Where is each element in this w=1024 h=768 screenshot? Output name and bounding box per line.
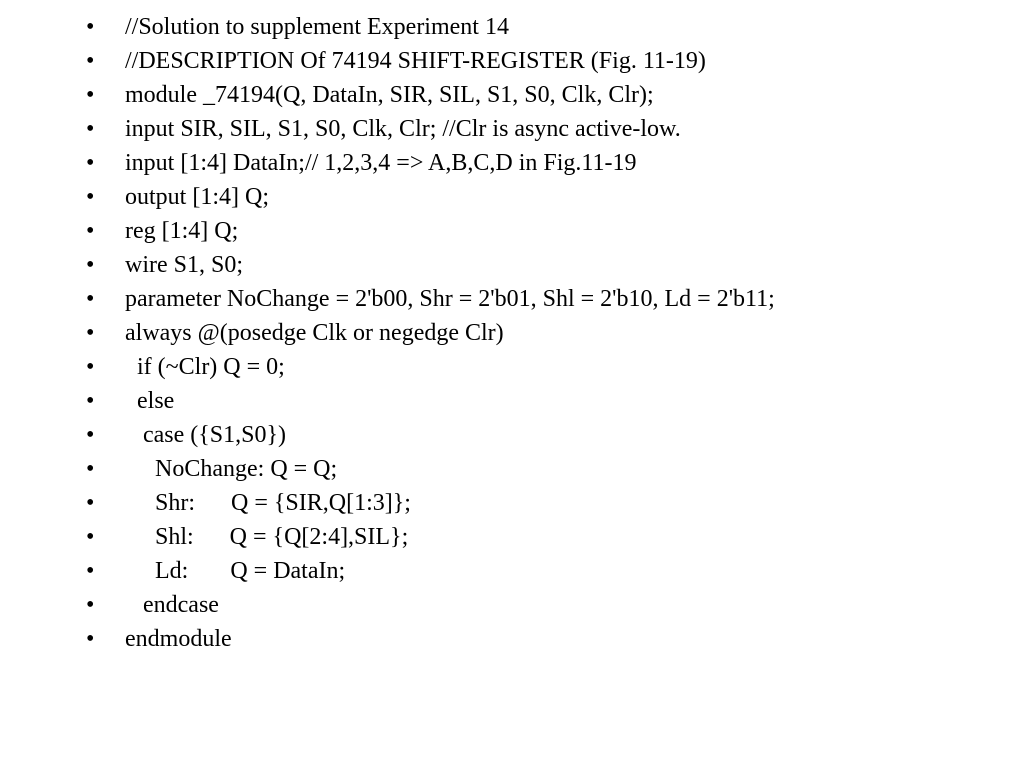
bullet-icon: •: [86, 184, 95, 210]
bullet-icon: •: [86, 286, 95, 312]
code-line-text: //DESCRIPTION Of 74194 SHIFT-REGISTER (Fig. 11-19): [125, 48, 706, 74]
bullet-icon: •: [86, 48, 95, 74]
code-line-text: wire S1, S0;: [125, 252, 244, 278]
code-line-text: always @(posedge Clk or negedge Clr): [125, 320, 504, 346]
bullet-icon: •: [86, 218, 95, 244]
code-line-text: case ({S1,S0}): [125, 422, 287, 448]
bullet-icon: •: [86, 626, 95, 652]
bullet-icon: •: [86, 354, 95, 380]
code-line-text: endcase: [125, 592, 219, 618]
bullet-icon: •: [86, 14, 95, 40]
code-line-text: module _74194(Q, DataIn, SIR, SIL, S1, S0, Clk, Clr);: [125, 82, 654, 108]
code-line-text: output [1:4] Q;: [125, 184, 269, 210]
code-line-text: reg [1:4] Q;: [125, 218, 239, 244]
bullet-icon: •: [86, 82, 95, 108]
code-line-text: Ld: Q = DataIn;: [125, 558, 346, 584]
code-line-text: input SIR, SIL, S1, S0, Clk, Clr; //Clr is async active-low.: [125, 116, 681, 142]
bullet-icon: •: [86, 116, 95, 142]
bullet-icon: •: [86, 388, 95, 414]
bullet-icon: •: [86, 252, 95, 278]
code-line-text: else: [125, 388, 175, 414]
bullet-icon: •: [86, 150, 95, 176]
code-line-text: Shr: Q = {SIR,Q[1:3]};: [125, 490, 411, 516]
bullet-icon: •: [86, 592, 95, 618]
bullet-icon: •: [86, 524, 95, 550]
code-line-text: if (~Clr) Q = 0;: [125, 354, 285, 380]
code-line-text: endmodule: [125, 626, 232, 652]
bullet-icon: •: [86, 558, 95, 584]
code-line-text: //Solution to supplement Experiment 14: [125, 14, 509, 40]
code-line-text: Shl: Q = {Q[2:4],SIL};: [125, 524, 409, 550]
bullet-icon: •: [86, 422, 95, 448]
code-line-text: parameter NoChange = 2'b00, Shr = 2'b01, Shl = 2'b10, Ld = 2'b11;: [125, 286, 775, 312]
code-line-text: input [1:4] DataIn;// 1,2,3,4 => A,B,C,D in Fig.11-19: [125, 150, 637, 176]
bullet-icon: •: [86, 490, 95, 516]
bullet-icon: •: [86, 456, 95, 482]
bullet-icon: •: [86, 320, 95, 346]
code-line-text: NoChange: Q = Q;: [125, 456, 338, 482]
